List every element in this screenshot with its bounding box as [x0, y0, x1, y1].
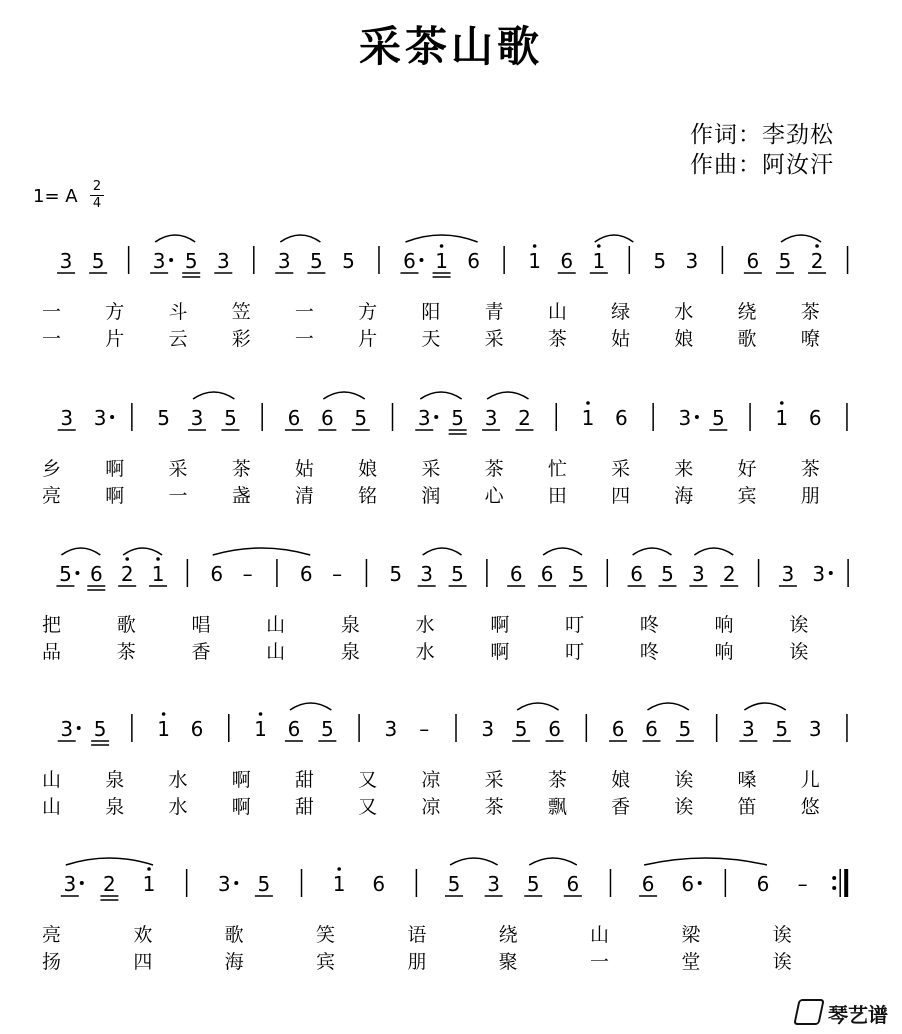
- note-digit: 6: [548, 717, 561, 741]
- site-logo: [796, 999, 888, 1028]
- note-digit: 1: [528, 249, 541, 273]
- lyric-char: 香: [191, 641, 211, 663]
- lyric-char: 茶: [800, 301, 820, 323]
- note-digit: 3: [60, 406, 74, 430]
- high-octave-dot: [597, 244, 601, 248]
- lyric-char: 娘: [358, 458, 378, 480]
- note-digit: 6: [403, 249, 416, 273]
- lyric-char: 凉: [421, 796, 441, 818]
- lyricist-credit: 作词：李劲松: [690, 122, 834, 148]
- lyric-char: 飘: [547, 796, 567, 818]
- high-octave-dot: [586, 401, 590, 405]
- note-digit: 6: [681, 872, 695, 896]
- note-digit: 5: [354, 406, 368, 430]
- lyric-char: 一: [294, 301, 314, 323]
- note-digit: 5: [526, 872, 540, 896]
- note-digit: 5: [778, 249, 792, 273]
- lyric-char: 聚: [498, 951, 518, 973]
- slur: [543, 548, 582, 555]
- lyric-char: 一: [168, 485, 188, 507]
- note-digit: 3: [216, 249, 230, 273]
- note-digit: 1: [142, 872, 156, 896]
- lyric-char: 心: [484, 485, 504, 507]
- note-digit: 3: [190, 406, 204, 430]
- note-digit: 5: [451, 406, 465, 430]
- slur: [280, 235, 320, 242]
- lyric-char: 乡: [42, 458, 62, 480]
- note-digit: 6: [320, 406, 334, 430]
- note-digit: 3: [417, 406, 431, 430]
- note-digit: 3: [481, 717, 495, 741]
- note-digit: 2: [518, 406, 531, 430]
- dash-note: –: [419, 717, 430, 741]
- note-digit: 1: [581, 406, 595, 430]
- note-digit: 1: [157, 717, 170, 741]
- lyric-char: 茶: [547, 328, 567, 350]
- note-digit: 6: [89, 562, 103, 586]
- lyric-char: 亮: [42, 485, 62, 507]
- slur: [420, 392, 461, 399]
- lyric-char: 唱: [191, 614, 211, 636]
- lyric-char: 水: [415, 614, 435, 636]
- note-digit: 5: [678, 717, 692, 741]
- lyric-char: 诶: [674, 769, 694, 791]
- high-octave-dot: [337, 867, 341, 871]
- note-digit: 3: [808, 717, 822, 741]
- dash-note: –: [797, 872, 808, 896]
- lyric-char: 笠: [231, 301, 251, 323]
- note-digit: 3: [217, 872, 231, 896]
- augmentation-dot: [77, 726, 81, 730]
- lyric-char: 来: [674, 458, 694, 480]
- lyric-char: 茶: [547, 769, 567, 791]
- lyric-char: 响: [714, 641, 734, 663]
- lyric-char: 啊: [490, 614, 510, 636]
- lyric-char: 采: [484, 328, 504, 350]
- lyric-char: 水: [415, 641, 435, 663]
- high-octave-dot: [780, 401, 784, 405]
- lyric-char: 清: [294, 485, 314, 507]
- lyric-char: 歌: [224, 924, 244, 946]
- lyric-char: 山: [266, 641, 286, 663]
- lyric-char: 欢: [133, 924, 153, 946]
- slur: [694, 548, 733, 555]
- augmentation-dot: [419, 258, 423, 262]
- repeat-dot: [832, 886, 836, 890]
- lyric-char: 啊: [231, 796, 251, 818]
- note-digit: 6: [611, 717, 625, 741]
- repeat-dot: [832, 876, 836, 880]
- note-digit: 3: [484, 406, 498, 430]
- lyric-char: 润: [421, 485, 441, 507]
- note-digit: 3: [781, 562, 795, 586]
- slur: [123, 548, 162, 555]
- slur: [61, 548, 100, 555]
- augmentation-dot: [698, 881, 702, 885]
- lyric-char: 青: [484, 301, 504, 323]
- lyric-char: 茶: [484, 796, 504, 818]
- lyric-char: 宾: [316, 951, 336, 973]
- lyric-char: 阳: [421, 301, 441, 323]
- note-digit: 3: [812, 562, 826, 586]
- lyric-char: 品: [42, 641, 62, 663]
- lyric-char: 好: [737, 458, 757, 480]
- lyric-char: 咚: [639, 641, 659, 663]
- augmentation-dot: [80, 881, 84, 885]
- lyric-char: 宾: [737, 485, 757, 507]
- high-octave-dot: [533, 244, 537, 248]
- lyric-char: 一: [42, 301, 62, 323]
- note-digit: 6: [746, 249, 760, 273]
- lyric-char: 方: [358, 301, 378, 323]
- augmentation-dot: [169, 258, 173, 262]
- slur: [450, 858, 498, 865]
- lyric-char: 歌: [737, 328, 757, 350]
- note-digit: 5: [157, 406, 170, 430]
- lyric-char: 诶: [789, 614, 809, 636]
- lyric-char: 啊: [490, 641, 510, 663]
- note-digit: 6: [641, 872, 655, 896]
- lyric-char: 泉: [105, 769, 125, 791]
- lyric-char: 叮: [565, 614, 585, 636]
- note-digit: 5: [447, 872, 461, 896]
- notation-row: [58, 392, 847, 434]
- slur: [423, 548, 462, 555]
- lyric-char: 朋: [800, 485, 820, 507]
- high-octave-dot: [259, 712, 263, 716]
- lyric-char: 片: [105, 328, 125, 350]
- note-digit: 5: [775, 717, 789, 741]
- slur: [66, 858, 153, 865]
- lyric-char: 采: [168, 458, 188, 480]
- lyric-char: 梁: [681, 924, 701, 946]
- time-signature-bottom: 4: [92, 196, 102, 211]
- lyric-char: 一: [590, 951, 610, 973]
- lyric-char: 姑: [294, 458, 314, 480]
- lyric-char: 泉: [340, 641, 360, 663]
- lyric-char: 堂: [681, 951, 701, 973]
- slur: [290, 703, 331, 710]
- lyric-char: 儿: [800, 769, 820, 791]
- note-digit: 1: [151, 562, 165, 586]
- high-octave-dot: [156, 557, 160, 561]
- slur: [633, 548, 672, 555]
- lyric-char: 语: [407, 924, 427, 946]
- slur: [405, 235, 477, 242]
- lyric-char: 诶: [674, 796, 694, 818]
- slur: [487, 392, 528, 399]
- slur: [323, 392, 364, 399]
- slur: [517, 703, 558, 710]
- note-digit: 6: [560, 249, 574, 273]
- slur: [155, 235, 195, 242]
- note-digit: 5: [320, 717, 334, 741]
- lyric-char: 啊: [231, 769, 251, 791]
- note-digit: 5: [310, 249, 323, 273]
- augmentation-dot: [829, 571, 833, 575]
- note-digit: 5: [389, 562, 403, 586]
- lyric-char: 水: [168, 796, 188, 818]
- slur: [193, 392, 234, 399]
- lyric-char: 笑: [316, 924, 336, 946]
- note-digit: 3: [384, 717, 398, 741]
- note-digit: 5: [257, 872, 271, 896]
- lyric-char: 把: [42, 614, 62, 636]
- note-digit: 3: [93, 406, 107, 430]
- note-digit: 1: [775, 406, 789, 430]
- lyric-char: 四: [611, 485, 631, 507]
- note-digit: 3: [420, 562, 434, 586]
- note-digit: 6: [630, 562, 643, 586]
- slur: [781, 235, 821, 242]
- note-digit: 6: [645, 717, 658, 741]
- lyric-char: 啊: [105, 485, 125, 507]
- note-digit: 5: [653, 249, 667, 273]
- lyric-char: 山: [42, 769, 62, 791]
- note-digit: 3: [277, 249, 291, 273]
- logo-text: 琴艺谱: [828, 1003, 888, 1027]
- lyric-char: 响: [714, 614, 734, 636]
- lyric-char: 海: [224, 951, 244, 973]
- dash-note: –: [332, 562, 343, 586]
- lyric-char: 泉: [105, 796, 125, 818]
- slur: [595, 235, 633, 242]
- high-octave-dot: [162, 712, 166, 716]
- lyric-char: 诶: [772, 924, 792, 946]
- note-digit: 5: [571, 562, 585, 586]
- note-digit: 6: [287, 717, 301, 741]
- lyric-char: 忙: [547, 458, 567, 480]
- lyric-char: 歌: [116, 614, 136, 636]
- lyric-char: 甜: [294, 796, 314, 818]
- lyric-char: 嗓: [737, 769, 757, 791]
- note-digit: 3: [685, 249, 699, 273]
- note-digit: 6: [756, 872, 770, 896]
- note-digit: 5: [342, 249, 355, 273]
- notation-row: [61, 858, 846, 900]
- lyric-char: 姑: [611, 328, 631, 350]
- lyric-char: 笛: [737, 796, 757, 818]
- note-digit: 3: [691, 562, 705, 586]
- lyric-char: 娘: [611, 769, 631, 791]
- lyric-char: 茶: [484, 458, 504, 480]
- note-digit: 3: [742, 717, 755, 741]
- lyric-char: 又: [358, 769, 378, 791]
- lyric-char: 啊: [105, 458, 125, 480]
- note-digit: 6: [372, 872, 386, 896]
- note-digit: 2: [120, 562, 134, 586]
- note-digit: 1: [592, 249, 606, 273]
- note-digit: 3: [487, 872, 500, 896]
- note-digit: 3: [60, 717, 74, 741]
- note-digit: 3: [63, 872, 77, 896]
- note-digit: 6: [509, 562, 523, 586]
- lyric-char: 泉: [340, 614, 360, 636]
- lyric-char: 凉: [421, 769, 441, 791]
- augmentation-dot: [110, 415, 114, 419]
- note-digit: 6: [190, 717, 204, 741]
- notation-row: [56, 548, 848, 590]
- lyric-char: 绕: [498, 924, 518, 946]
- lyric-char: 山: [547, 301, 567, 323]
- note-digit: 1: [254, 717, 267, 741]
- lyric-char: 绕: [737, 301, 757, 323]
- note-digit: 6: [540, 562, 554, 586]
- note-digit: 3: [59, 249, 73, 273]
- lyric-char: 天: [421, 328, 441, 350]
- slur: [744, 703, 785, 710]
- note-digit: 2: [103, 872, 116, 896]
- lyric-char: 茶: [231, 458, 251, 480]
- dash-note: –: [242, 562, 253, 586]
- lyric-char: 四: [133, 951, 153, 973]
- augmentation-dot: [434, 415, 438, 419]
- lyric-char: 彩: [231, 328, 251, 350]
- note-digit: 6: [287, 406, 301, 430]
- note-digit: 2: [810, 249, 824, 273]
- composer-credit: 作曲：阿汝汗: [690, 152, 834, 178]
- note-digit: 5: [711, 406, 725, 430]
- slur: [213, 548, 311, 555]
- lyric-char: 诶: [772, 951, 792, 973]
- high-octave-dot: [815, 244, 819, 248]
- lyric-char: 亮: [42, 924, 62, 946]
- slur: [644, 858, 767, 865]
- lyric-char: 一: [294, 328, 314, 350]
- lyric-char: 水: [674, 301, 694, 323]
- augmentation-dot: [234, 881, 238, 885]
- lyric-char: 水: [168, 769, 188, 791]
- lyric-char: 方: [105, 301, 125, 323]
- note-digit: 6: [615, 406, 628, 430]
- lyric-char: 采: [611, 458, 631, 480]
- augmentation-dot: [75, 571, 79, 575]
- lyric-char: 嘹: [800, 328, 820, 350]
- slur: [529, 858, 577, 865]
- note-digit: 6: [210, 562, 224, 586]
- lyric-char: 茶: [116, 641, 136, 663]
- lyric-char: 甜: [294, 769, 314, 791]
- high-octave-dot: [125, 557, 129, 561]
- note-digit: 1: [435, 249, 448, 273]
- note-digit: 6: [299, 562, 313, 586]
- lyric-char: 扬: [42, 951, 62, 973]
- augmentation-dot: [695, 415, 699, 419]
- note-digit: 5: [59, 562, 72, 586]
- note-digit: 3: [152, 249, 166, 273]
- lyric-char: 茶: [800, 458, 820, 480]
- lyric-char: 盏: [231, 485, 251, 507]
- lyric-char: 山: [42, 796, 62, 818]
- lyric-char: 香: [611, 796, 631, 818]
- high-octave-dot: [147, 867, 151, 871]
- note-digit: 5: [93, 717, 107, 741]
- logo-mark-icon: [793, 999, 825, 1025]
- note-digit: 3: [678, 406, 692, 430]
- lyric-char: 诶: [789, 641, 809, 663]
- note-digit: 5: [224, 406, 237, 430]
- lyric-char: 斗: [168, 301, 188, 323]
- note-digit: 6: [566, 872, 580, 896]
- lyric-char: 咚: [639, 614, 659, 636]
- lyric-char: 绿: [611, 301, 631, 323]
- notation-row: [57, 235, 848, 277]
- lyric-char: 采: [421, 458, 441, 480]
- lyric-char: 一: [42, 328, 62, 350]
- lyric-char: 海: [674, 485, 694, 507]
- lyric-char: 悠: [800, 796, 820, 818]
- lyric-char: 采: [484, 769, 504, 791]
- lyric-char: 朋: [407, 951, 427, 973]
- high-octave-dot: [440, 244, 444, 248]
- lyric-char: 田: [547, 485, 567, 507]
- song-title: 采茶山歌: [358, 22, 543, 71]
- lyric-char: 娘: [674, 328, 694, 350]
- notation-row: [58, 703, 847, 745]
- note-digit: 5: [514, 717, 528, 741]
- note-digit: 2: [722, 562, 736, 586]
- note-digit: 5: [91, 249, 105, 273]
- note-digit: 1: [332, 872, 346, 896]
- note-digit: 5: [661, 562, 674, 586]
- slur: [647, 703, 688, 710]
- lyric-char: 叮: [565, 641, 585, 663]
- key-signature: 1= A: [33, 186, 78, 207]
- time-signature-top: 2: [92, 179, 102, 194]
- lyric-char: 铭: [358, 485, 378, 507]
- lyric-char: 山: [590, 924, 610, 946]
- lyric-char: 又: [358, 796, 378, 818]
- note-digit: 6: [467, 249, 481, 273]
- lyric-char: 片: [358, 328, 378, 350]
- note-digit: 5: [451, 562, 464, 586]
- lyric-char: 云: [168, 328, 188, 350]
- lyric-char: 山: [266, 614, 286, 636]
- note-digit: 6: [808, 406, 822, 430]
- note-digit: 5: [184, 249, 198, 273]
